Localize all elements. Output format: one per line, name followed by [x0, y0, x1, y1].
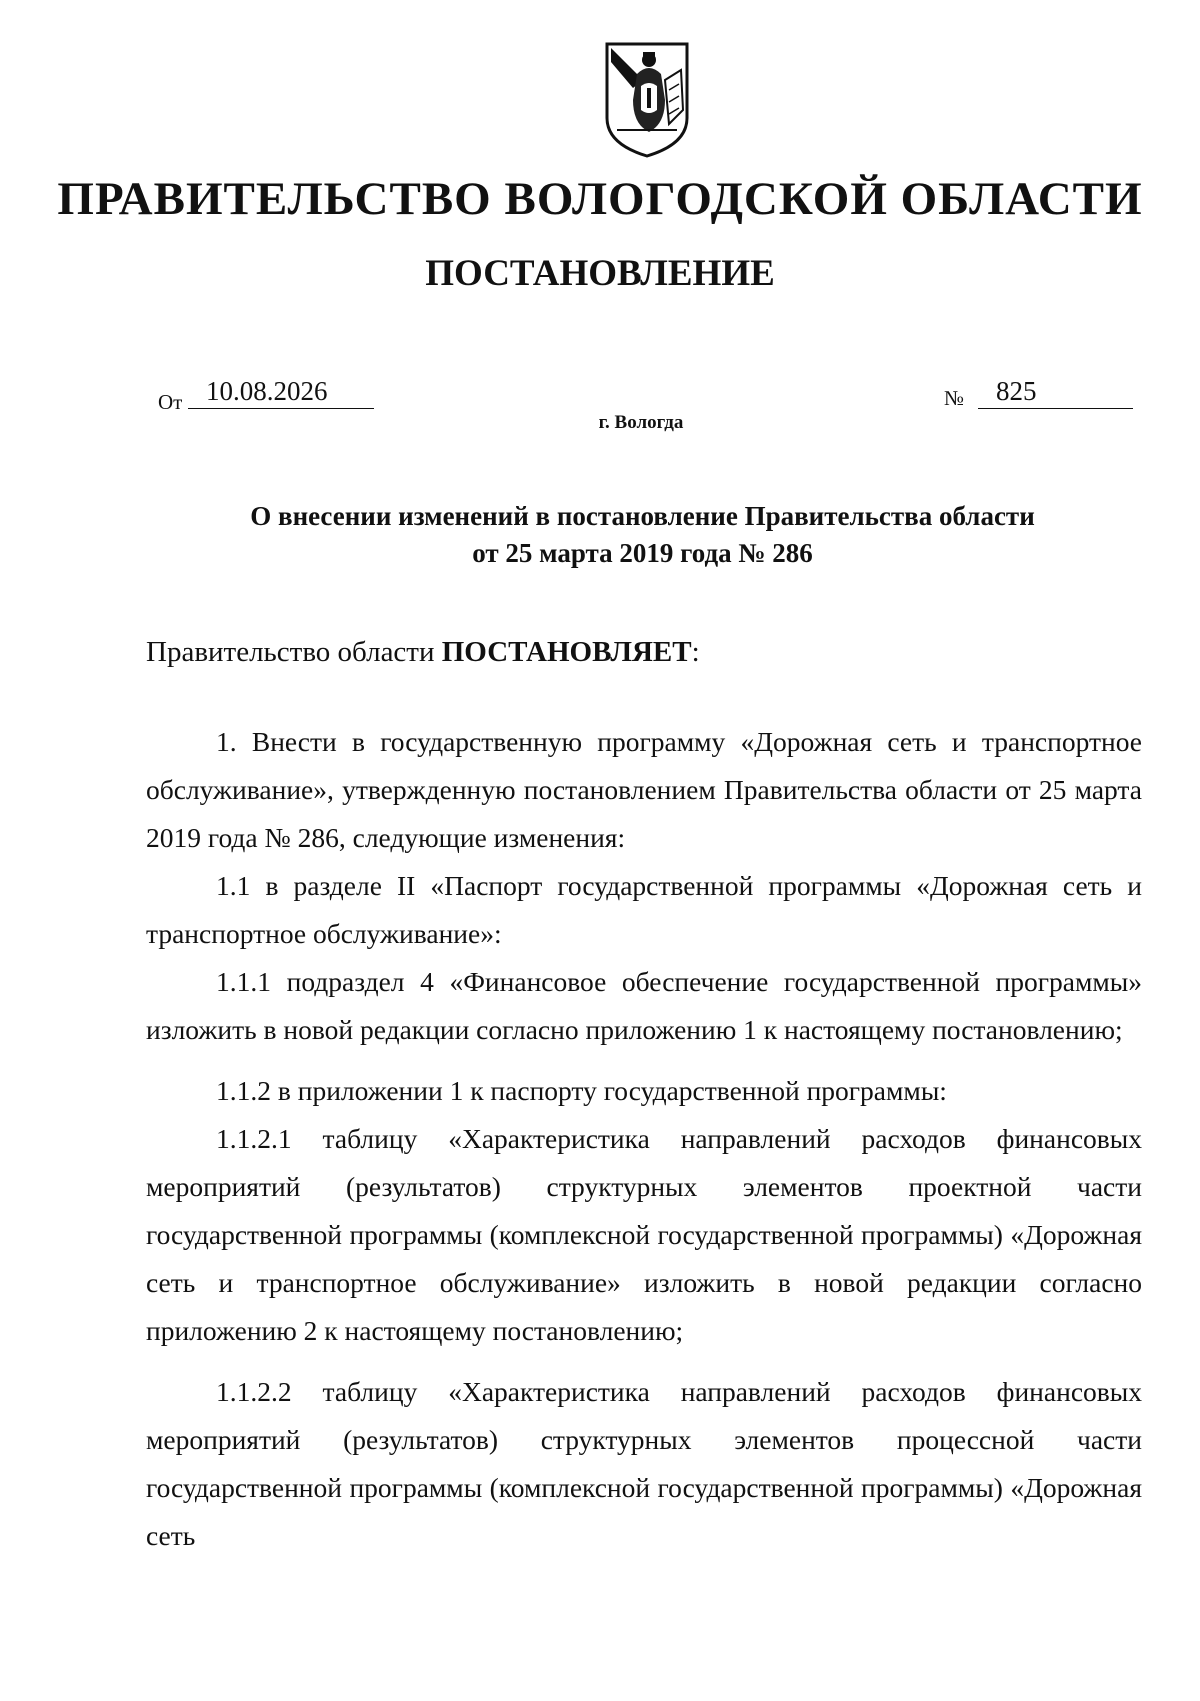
- coat-of-arms-icon: [603, 40, 691, 158]
- document-number: 825: [978, 376, 1133, 409]
- document-type: ПОСТАНОВЛЕНИЕ: [425, 253, 775, 294]
- paragraph-1-1-2-1: 1.1.2.1 таблицу «Характеристика направлений расходов финансовых мероприятий (результатов) структурных элементов проектной части государственной программы (комплексной государственной программы) «Дорожная сеть и транспортное обслуживание» изложить в новой редакции согласно приложению 2 к настоящему постановлению;: [146, 1123, 1142, 1346]
- preamble-emphasis: ПОСТАНОВЛЯЕТ: [441, 636, 692, 668]
- document-date: 10.08.2026: [188, 376, 374, 409]
- paragraph-1-1: 1.1 в разделе II «Паспорт государственной программы «Дорожная сеть и транспортное обслуживание»:: [146, 870, 1142, 949]
- preamble: [146, 628, 1142, 676]
- paragraph-1-1-2-2: 1.1.2.2 таблицу «Характеристика направлений расходов финансовых мероприятий (результатов) структурных элементов процессной части государственной программы (комплексной государственной программы) «Дорожная сеть: [146, 1376, 1142, 1551]
- document-subject: [0, 498, 1200, 572]
- date-label: От: [158, 390, 183, 414]
- number-label: №: [944, 386, 965, 410]
- city: г. Вологда: [598, 412, 684, 433]
- document-meta: [158, 376, 1133, 416]
- subject-line-1: О внесении изменений в постановление Правительства области: [250, 501, 1035, 531]
- government-title: ПРАВИТЕЛЬСТВО ВОЛОГОДСКОЙ ОБЛАСТИ: [57, 173, 1143, 225]
- preamble-text: Правительство области: [146, 636, 442, 668]
- paragraph-1: 1. Внести в государственную программу «Дорожная сеть и транспортное обслуживание», утвержденную постановлением Правительства области от 25 марта 2019 года № 286, следующие изменения:: [146, 726, 1142, 853]
- document-body: [146, 628, 1142, 1560]
- paragraph-1-1-2: 1.1.2 в приложении 1 к паспорту государственной программы:: [216, 1075, 947, 1106]
- preamble-suffix: :: [691, 636, 700, 668]
- subject-line-2: от 25 марта 2019 года № 286: [472, 538, 813, 568]
- paragraph-1-1-1: 1.1.1 подраздел 4 «Финансовое обеспечение государственной программы» изложить в новой редакции согласно приложению 1 к настоящему постановлению;: [146, 966, 1142, 1045]
